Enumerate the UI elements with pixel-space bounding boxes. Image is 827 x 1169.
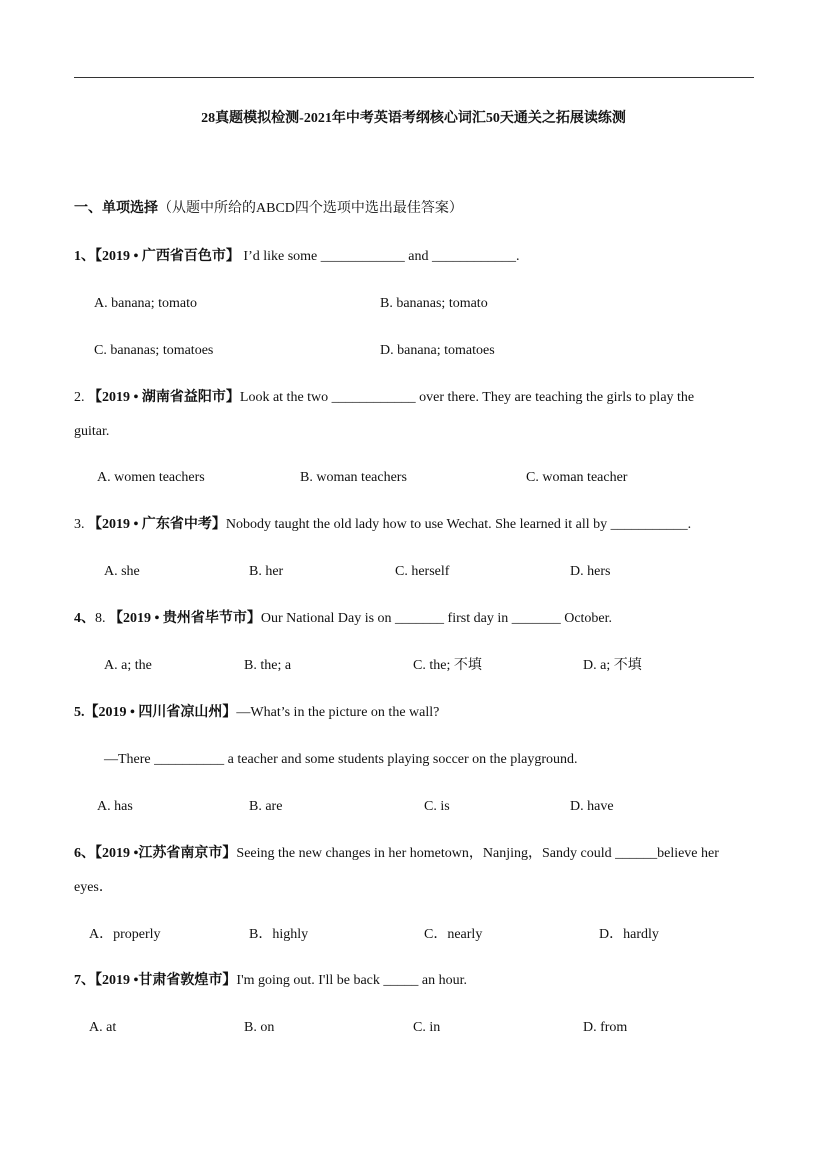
- question-source: 【2019 • 广西省百色市】: [95, 249, 240, 264]
- option-b: B. woman teachers: [300, 470, 407, 485]
- option-d: D. from: [583, 1020, 628, 1035]
- question-number: 5.: [74, 705, 85, 720]
- question-stem: I’d like some ____________ and ____________.: [239, 249, 520, 264]
- option-d: D. a; 不填: [583, 658, 642, 673]
- option-a: A. women teachers: [97, 470, 205, 485]
- option-c: C. woman teacher: [526, 470, 628, 485]
- option-c: C. the; 不填: [413, 658, 482, 673]
- option-d: D．hardly: [599, 927, 659, 942]
- question-source: 【2019 • 湖南省益阳市】: [88, 390, 240, 405]
- option-a: A．properly: [89, 927, 161, 942]
- option-a: A. at: [89, 1020, 117, 1035]
- question-4: [74, 610, 612, 628]
- question-number: 1、: [74, 249, 95, 264]
- option-b: B. on: [244, 1020, 275, 1035]
- option-b: B. the; a: [244, 658, 292, 673]
- option-c: C．nearly: [424, 927, 483, 942]
- question-number-secondary: 8.: [95, 611, 109, 626]
- option-c: C. in: [413, 1020, 441, 1035]
- question-number: 6、: [74, 846, 95, 861]
- option-a: A. has: [97, 799, 133, 814]
- question-number: 3.: [74, 517, 88, 532]
- question-stem: Our National Day is on _______ first day in _______ October.: [260, 611, 613, 626]
- question-number: 4、: [74, 611, 95, 626]
- section-heading-note: （从题中所给的ABCD四个选项中选出最佳答案）: [158, 201, 463, 216]
- question-stem-continued: guitar.: [74, 424, 110, 439]
- question-source: 【2019 • 四川省凉山州】: [84, 705, 237, 720]
- option-d: D. have: [570, 799, 614, 814]
- option-a: A. a; the: [104, 658, 152, 673]
- document-title: 28真题模拟检测-2021年中考英语考纲核心词汇50天通关之拓展读练测: [201, 111, 626, 126]
- option-d: D. banana; tomatoes: [380, 343, 495, 358]
- option-c: C. herself: [395, 564, 450, 579]
- option-c: C. is: [424, 799, 450, 814]
- question-source: 【2019 • 贵州省毕节市】: [109, 611, 261, 626]
- question-source: 【2019 •甘肃省敦煌市】: [95, 973, 237, 988]
- question-stem: Nobody taught the old lady how to use Wechat. She learned it all by ___________.: [225, 517, 692, 532]
- question-5: [74, 704, 439, 722]
- option-a: A. she: [104, 564, 140, 579]
- option-b: B. her: [249, 564, 284, 579]
- question-source: 【2019 •江苏省南京市】: [95, 846, 237, 861]
- question-2: [74, 389, 694, 407]
- question-stem-continued: eyes．: [74, 880, 113, 895]
- question-7: [74, 972, 467, 990]
- question-stem: Look at the two ____________ over there. They are teaching the girls to play the: [239, 390, 695, 405]
- option-b: B. bananas; tomato: [380, 296, 488, 311]
- header-rule: [74, 77, 754, 78]
- question-stem-continued: —There __________ a teacher and some students playing soccer on the playground.: [104, 752, 578, 767]
- question-stem: —What’s in the picture on the wall?: [236, 705, 440, 720]
- section-heading: [74, 200, 463, 218]
- question-stem: I'm going out. I'll be back _____ an hour.: [236, 973, 467, 988]
- question-1: [74, 248, 520, 266]
- option-c: C. bananas; tomatoes: [94, 343, 214, 358]
- question-6: [74, 845, 719, 863]
- section-heading-label: 一、单项选择: [74, 201, 158, 216]
- question-number: 7、: [74, 973, 95, 988]
- question-stem: Seeing the new changes in her hometown，Nanjing，Sandy could ______believe her: [236, 846, 719, 861]
- option-a: A. banana; tomato: [94, 296, 198, 311]
- question-3: [74, 516, 691, 534]
- option-b: B．highly: [249, 927, 309, 942]
- option-b: B. are: [249, 799, 283, 814]
- option-d: D. hers: [570, 564, 611, 579]
- question-source: 【2019 • 广东省中考】: [88, 517, 226, 532]
- question-number: 2.: [74, 390, 88, 405]
